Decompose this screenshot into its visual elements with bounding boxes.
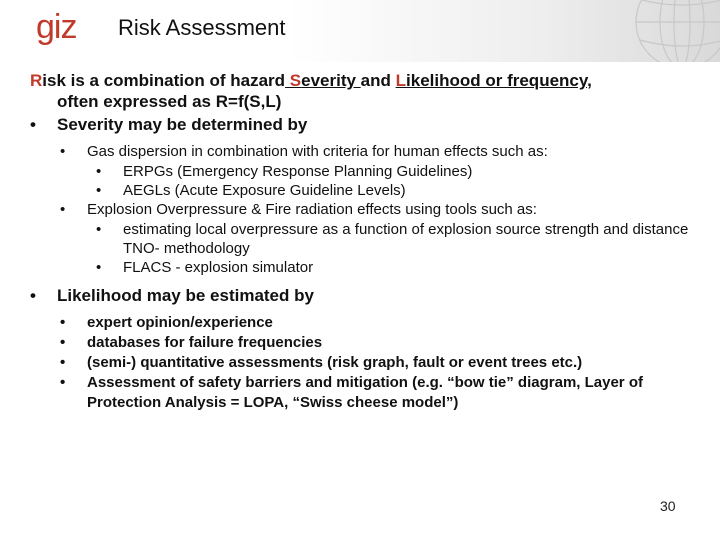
list-item: • ERPGs (Emergency Response Planning Guidelines) bbox=[30, 162, 700, 181]
slide-header bbox=[0, 0, 720, 62]
intro-r: R bbox=[30, 71, 43, 90]
slide-title: Risk Assessment bbox=[118, 15, 286, 40]
intro-text-1: isk is a combination of hazard bbox=[42, 71, 286, 90]
giz-logo: giz bbox=[36, 8, 77, 46]
intro-l: L bbox=[395, 71, 407, 90]
list-item: • expert opinion/experience bbox=[30, 313, 700, 333]
list-item: • estimating local overpressure as a function of explosion source strength and distance TNO- methodology bbox=[30, 220, 700, 258]
intro-s: S bbox=[285, 71, 302, 90]
intro-severity: everity bbox=[301, 71, 361, 90]
intro-s-space bbox=[285, 71, 361, 90]
page-number: 30 bbox=[660, 498, 676, 514]
list-item: • Explosion Overpressure & Fire radiation effects using tools such as: bbox=[30, 200, 700, 220]
intro-likelihood-wrap bbox=[396, 71, 587, 90]
intro-likelihood: ikelihood or frequency bbox=[406, 71, 588, 90]
globe-icon bbox=[620, 0, 720, 62]
intro-and: and bbox=[360, 71, 396, 90]
intro-paragraph bbox=[30, 70, 700, 112]
list-item: • AEGLs (Acute Exposure Guideline Levels) bbox=[30, 181, 700, 200]
likelihood-heading: • Likelihood may be estimated by bbox=[30, 285, 700, 307]
intro-comma: , bbox=[587, 71, 592, 90]
list-item: • databases for failure frequencies bbox=[30, 333, 700, 353]
intro-line-2: often expressed as R=f(S,L) bbox=[57, 92, 282, 111]
severity-heading: • Severity may be determined by bbox=[30, 114, 700, 136]
list-item: • Assessment of safety barriers and mitigation (e.g. “bow tie” diagram, Layer of Protection Analysis = LOPA, “Swiss cheese model”) bbox=[30, 373, 700, 413]
list-item: • FLACS - explosion simulator bbox=[30, 258, 700, 277]
slide-content bbox=[30, 70, 700, 413]
list-item: • Gas dispersion in combination with criteria for human effects such as: bbox=[30, 142, 700, 162]
list-item: • (semi-) quantitative assessments (risk graph, fault or event trees etc.) bbox=[30, 353, 700, 373]
